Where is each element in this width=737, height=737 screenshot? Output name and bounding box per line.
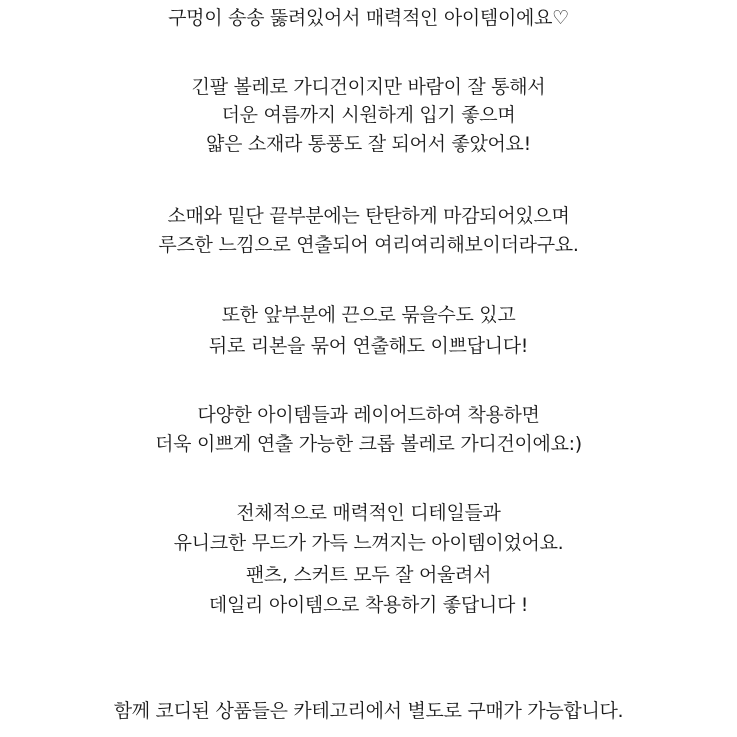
text-line: 루즈한 느낌으로 연출되어 여리여리해보이더라구요. xyxy=(158,234,579,256)
text-line: 팬츠, 스커트 모두 잘 어울려서 xyxy=(245,564,492,586)
text-line: 뒤로 리본을 묶어 연출해도 이쁘답니다! xyxy=(208,335,529,357)
text-line: 데일리 아이템으로 착용하기 좋답니다 ! xyxy=(208,594,529,616)
text-line: 얇은 소재라 통풍도 잘 되어서 좋았어요! xyxy=(206,133,531,155)
text-line: 더운 여름까지 시원하게 입기 좋으며 xyxy=(221,104,516,126)
intro-line: 구멍이 송송 뚫려있어서 매력적인 아이템이에요♡ xyxy=(168,7,569,29)
text-line: 유니크한 무드가 가득 느껴지는 아이템이었어요. xyxy=(173,532,564,554)
text-line: 다양한 아이템들과 레이어드하여 착용하면 xyxy=(197,404,540,426)
footer-note: 함께 코디된 상품들은 카테고리에서 별도로 구매가 가능합니다. xyxy=(113,700,624,722)
text-line: 긴팔 볼레로 가디건이지만 바람이 잘 통해서 xyxy=(191,76,546,98)
text-line: 소매와 밑단 끝부분에는 탄탄하게 마감되어있으며 xyxy=(167,205,570,227)
text-line: 더욱 이쁘게 연출 가능한 크롭 볼레로 가디건이에요:) xyxy=(155,433,582,455)
text-line: 전체적으로 매력적인 디테일들과 xyxy=(236,502,501,524)
text-line: 또한 앞부분에 끈으로 묶을수도 있고 xyxy=(221,304,516,326)
